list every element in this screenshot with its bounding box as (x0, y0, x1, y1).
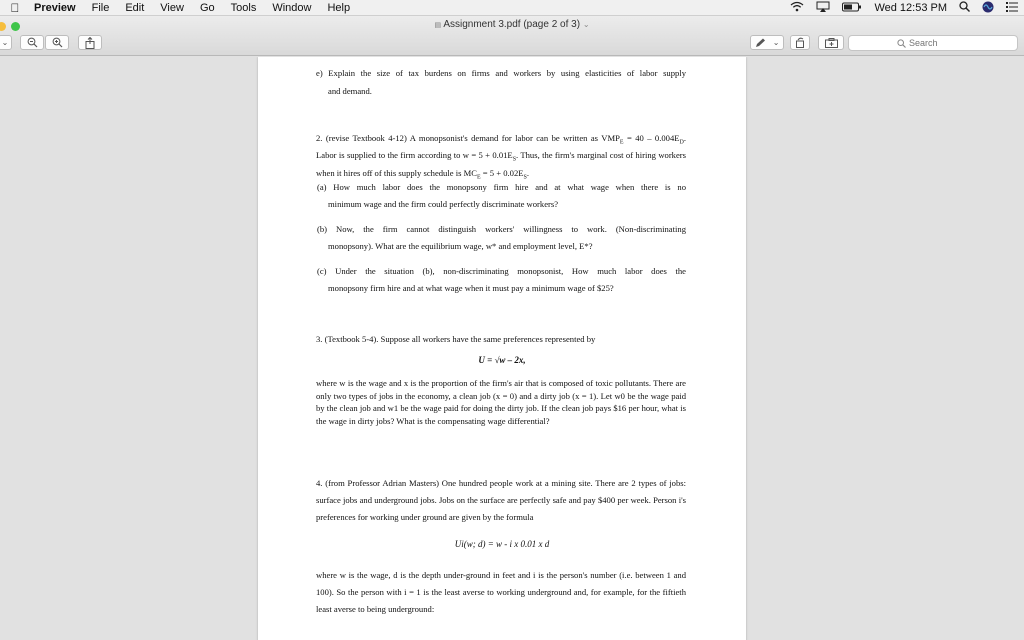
markup-pen-button[interactable] (750, 35, 784, 50)
menu-help[interactable]: Help (327, 1, 351, 14)
q4-body: 4. (from Professor Adrian Masters) One hundred people work at a mining site. There are 2 types of jobs: surface jobs and underground jobs. Jobs on the surface are perfectly safe and pay $400 per week. Person i's preferences for working under ground are given by the formula (316, 478, 686, 522)
menu-tools[interactable]: Tools (230, 1, 257, 14)
q2b-line1: (b) Now, the firm cannot distinguish workers' willingness to work. (Non-discriminating (317, 224, 686, 234)
zoom-out-icon (27, 37, 38, 48)
toolbox-icon (825, 38, 838, 48)
document-title[interactable] (0, 19, 1024, 30)
q1e-paragraph (316, 67, 686, 97)
title-chevron-down-icon[interactable]: ⌄ (582, 20, 590, 29)
zoom-in-button[interactable] (45, 35, 69, 50)
q2-sub-e: E (619, 139, 624, 146)
menu-file[interactable]: File (91, 1, 110, 14)
q2b-line2: monopsony). What are the equilibrium wage, w* and employment level, E*? (328, 241, 593, 251)
toolbox-button[interactable] (818, 35, 844, 50)
q2-sub-d: D (679, 139, 684, 146)
q2a-line1: (a) How much labor does the monopsony firm hire and at what wage when there is no (317, 182, 686, 192)
menu-edit[interactable]: Edit (125, 1, 145, 14)
q4-after: where w is the wage, d is the depth under-ground in feet and i is the person's number (i.e. between 1 and 100). So the person with i = 1 is the least averse to working underground and, for example, for the fiftieth least averse to being underground: (316, 570, 686, 614)
q2c-paragraph (317, 263, 686, 297)
battery-icon[interactable] (842, 2, 862, 15)
document-title-text: Assignment 3.pdf (page 2 of 3) (443, 19, 581, 30)
chevron-down-icon: ⌄ (1, 38, 9, 47)
rotate-button[interactable] (790, 35, 810, 50)
document-viewer[interactable] (0, 57, 1024, 640)
zoom-out-button[interactable] (20, 35, 44, 50)
q2-intro-paragraph: 2. (revise Textbook 4-12) A monopsonist's demand for labor can be written as $VMP_E = 40 - 0.004E_D$. Labor is supplied to the firm according to $w = 5 + 0.01E_S$. Thus, the firm's marginal cost of hiring workers when it hires off of this supply schedule is $MC_E = 5 + 0.02E_S$. (316, 133, 686, 181)
q2a-paragraph (317, 179, 686, 213)
q4-utility-formula: Ui(w; d) = w - i x 0.01 x d (454, 539, 550, 549)
pen-chevron-down-icon: ⌄ (772, 38, 780, 47)
menu-view[interactable]: View (160, 1, 184, 14)
q2a-line2: minimum wage and the firm could perfectly discriminate workers? (328, 199, 559, 209)
rotate-icon (795, 37, 805, 48)
pdf-page (258, 57, 746, 640)
notification-center-icon[interactable] (1006, 2, 1018, 15)
spotlight-icon[interactable] (959, 1, 970, 15)
q2-sub-s: S (512, 157, 517, 164)
q1e-line1: e) Explain the size of tax burdens on firms and workers by using elasticities of labor supply (316, 68, 686, 78)
search-field[interactable] (848, 35, 1018, 51)
menu-bar (0, 0, 1024, 16)
q1e-line2: and demand. (328, 85, 372, 96)
zoom-in-icon (52, 37, 63, 48)
menu-app-name[interactable]: Preview (34, 1, 76, 14)
sidebar-menu-button[interactable] (0, 35, 12, 50)
q2-intro-c: . Labor is supplied to the firm according to w = 5 + 0.01E (316, 133, 686, 161)
q3-intro: 3. (Textbook 5-4). Suppose all workers have the same preferences represented by (316, 334, 596, 344)
search-icon (897, 39, 906, 48)
pdf-file-icon: ▤ (434, 22, 442, 29)
q2-sub-s2: S (523, 174, 527, 181)
q2-intro-e: = 5 + 0.02E (480, 167, 524, 178)
apple-menu-icon[interactable] (0, 1, 30, 15)
siri-icon[interactable] (982, 1, 994, 16)
wifi-icon[interactable] (790, 1, 804, 15)
window-toolbar (0, 16, 1024, 56)
q2-intro-a: 2. (revise Textbook 4-12) A monopsonist's demand for labor can be written as VMP (316, 133, 620, 143)
q2c-line1: (c) Under the situation (b), non-discriminating monopsonist, How much labor does the (317, 266, 686, 276)
share-button[interactable] (78, 35, 102, 50)
q3-utility-formula: U = √w – 2x, (478, 355, 526, 365)
q2-intro-d: . Thus, the firm's marginal cost of hiring workers when it hires off of this supply schedule is MC (316, 150, 686, 178)
q2b-paragraph (317, 221, 686, 255)
q3-body: where w is the wage and x is the proportion of the firm's air that is composed of toxic pollutants. There are only two types of jobs in the economy, a clean job (x = 0) and a dirty job (x = 1). Let w0 be the wage paid by the clean job and w1 be the wage paid for doing the dirty job. If the clean job pays $16 per hour, what is the wage in dirty jobs? What is the compensating wage differential? (316, 378, 686, 426)
q2c-line2: monopsony firm hire and at what wage when it must pay a minimum wage of $25? (328, 283, 614, 293)
pen-icon (755, 38, 766, 48)
airplay-icon[interactable] (816, 1, 830, 15)
share-icon (85, 37, 95, 49)
menubar-clock[interactable]: Wed 12:53 PM (874, 2, 947, 14)
q2-intro-b: = 40 – 0.004E (623, 133, 680, 143)
menu-go[interactable]: Go (199, 1, 215, 14)
q2-sub-e2: E (476, 174, 481, 181)
menu-window[interactable]: Window (272, 1, 312, 14)
search-input[interactable] (909, 38, 969, 48)
